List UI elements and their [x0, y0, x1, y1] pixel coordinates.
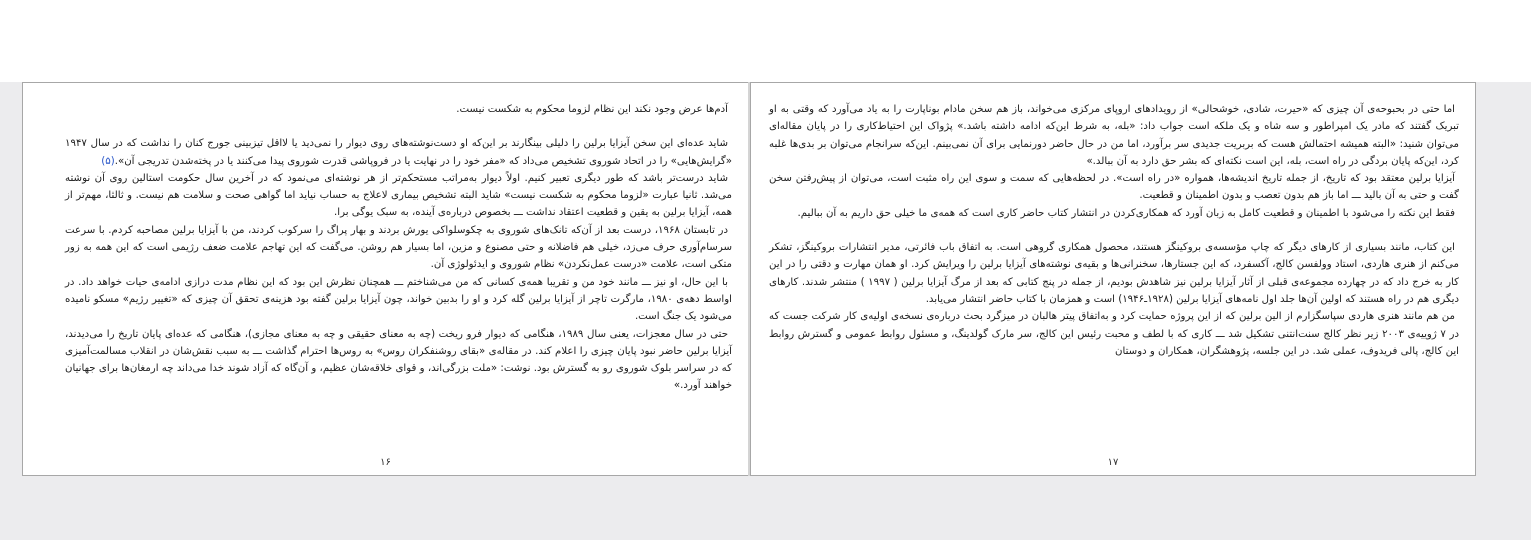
paragraph: این کتاب، مانند بسیاری از کارهای دیگر که چاپ مؤسسه‌ی بروکینگز هستند، محصول همکاری گروهی است. به اتفاق باب فائرتی، مدیر انتشارات بروکینگز، تشکر می‌کنم از هنری هاردی، استاد وولفسن کالج، آکسفرد، که این جستارها، سخنرانی‌ها و بقیه‌ی نوشته‌های آیزایا برلین را ویرایش کرد. او همان مهارت و دقتی را در این کار به خرج داد که در چهارده مجموعه‌ی قبلی از آثار آیزایا برلین نیز شاهدش بودیم، از جمله در پنج کتابی که بعد از مرگ آیزایا برلین ( ۱۹۹۷ ) منتشر شدند. کارهای دیگری هم در راه هستند که اولین آن‌ها جلد اول نامه‌های آیزایا برلین (۱۹۲۸ـ۱۹۴۶) است و همزمان با کتاب حاضر انتشار می‌یابد.	[769, 242, 1459, 305]
left-page-text	[65, 101, 732, 395]
right-page	[750, 82, 1476, 476]
paragraph: شاید عده‌ای این سخن آیزایا برلین را دلیلی بینگارند بر این‌که او دست‌نوشته‌های روی دیوار را نمی‌دید یا لااقل تیزبینی جورج کنان را نداشت که در سال ۱۹۴۷ «گرایش‌هایی» را در اتحاد شوروی تشخیص می‌داد که «مفر خود را در نهایت یا در فروپاشی قدرت شوروی پیدا می‌کنند یا در پخته‌شدن تدریجی آن».(۵)	[65, 138, 732, 167]
paragraph: آدم‌ها عرض وجود نکند این نظام لزوما محکوم به شکست نیست.	[456, 104, 728, 115]
paragraph: من هم مانند هنری هاردی سپاسگزارم از الین برلین که از این پروژه حمایت کرد و به‌اتفاق پیتر هالبان در میزگرد بحث درباره‌ی نسخه‌ی اولیه‌ی کار شرکت جست که در ۷ ژوییه‌ی ۲۰۰۳ زیر نظر کالج سنت‌انتنی تشکیل شد ـــ کاری که با لطف و محبت رئیس این کالج، سر مارک گولدینگ، و مسئول روابط عمومی و گسترش روابط این کالج، پالی فریدوف، عملی شد. در این جلسه، پژوهشگران، همکاران و دوستان	[769, 311, 1459, 357]
page-number: ۱۷	[1107, 457, 1119, 468]
paragraph: آیزایا برلین معتقد بود که تاریخ، از جمله تاریخ اندیشه‌ها، همواره «در راه است». در لحظه‌هایی که سمت و سوی این راه مثبت است، می‌توان از پیش‌رفتن سخن گفت و حتی به آن بالید ـــ اما باز هم بدون تعصب و بدون اطمینان و قطعیت.	[769, 173, 1459, 202]
paragraph: در تابستان ۱۹۶۸، درست بعد از آن‌که تانک‌های شوروی به چکوسلواکی یورش بردند و بهار پراگ را سرکوب کردند، من با آیزایا برلین مصاحبه کردم. با سرعت سرسام‌آوری حرف می‌زد، خیلی هم فاضلانه و حتی مصنوع و مزین، اما بسیار هم روشن. می‌گفت که این تهاجم علامت ضعف رژیمی است که این همه به زور متکی است، علامت «درست عمل‌نکردن» نظام شوروی و ایدئولوژی آن.	[65, 224, 732, 271]
paragraph: شاید درست‌تر باشد که طور دیگری تعبیر کنیم. اولاً دیوار به‌مراتب مستحکم‌تر از هر نوشته‌ای می‌نمود که در آخرین سال حکومت استالین روی آن نوشته می‌شد. ثانیا عبارت «لزوما محکوم به شکست نیست» شاید البته تشخیص بیماری لاعلاج به حساب نیاید اما گواهی صحت و سلامت هم نیست. و ثالثا، مهم‌تر از همه، آیزایا برلین به یقین و قطعیت اعتقاد نداشت ـــ بخصوص درباره‌ی آینده، به سبک یوگی برا.	[65, 172, 732, 219]
paragraph: حتی در سال معجزات، یعنی سال ۱۹۸۹، هنگامی که دیوار فرو ریخت (چه به معنای حقیقی و چه به معنای مجازی)، هنگامی که عده‌ای پایان تاریخ را می‌دیدند، آیزایا برلین حاضر نبود پایان چیزی را اعلام کند. در مقاله‌ی «بقای روشنفکران روس» به روس‌ها احترام گذاشت ـــ به سبب نقش‌شان در انقلاب مسالمت‌آمیزی که در سراسر بلوک شوروی رو به گسترش بود. نوشت: «ملت بزرگی‌اند، و قوای خلاقه‌شان عظیم، و آن‌گاه که آزاد شوند خدا می‌داند چه ارمغان‌ها برای جهانیان خواهند آورد.»	[65, 328, 732, 392]
book-spread	[22, 82, 1476, 478]
paragraph: اما حتی در بحبوحه‌ی آن چیزی که «حیرت، شادی، خوشحالی» از رویدادهای اروپای مرکزی می‌خواند، باز هم سخن مادام بوناپارت را به یاد می‌آورد که وقتی به او تبریک گفتند که مادر یک امپراطور و سه شاه و یک ملکه است جواب داد: «بله، به شرط این‌که ادامه داشته باشد.» پژواک این احتیاط‌کاری را در پایان مقاله‌ای می‌توان شنید: «البته همیشه احتمالش هست که بربریت جدیدی سر برآورد، اما من در حال حاضر دورنمایی برای آن نمی‌بینم. این‌که سرانجام می‌توان بر بدی‌ها غلبه کرد، این‌که پایان بردگی در راه است، بله، این است نکته‌ای که بشر حق دارد به آن ببالد.»	[769, 104, 1459, 167]
viewer-top-band	[0, 0, 1531, 82]
left-page	[22, 82, 749, 476]
right-page-text	[769, 101, 1459, 360]
footnote-link[interactable]: (۵)	[101, 155, 115, 167]
paragraph: فقط این نکته را می‌شود با اطمینان و قطعیت کامل به زبان آورد که همکاری‌کردن در انتشار کتاب حاضر کاری است که همه‌ی ما خیلی حق داریم به آن ببالیم.	[797, 207, 1455, 219]
paragraph: با این حال، او نیز ـــ مانند خود من و تقریبا همه‌ی کسانی که من می‌شناختم ـــ همچنان نظرش این بود که این نظام مدت درازی ادامه‌ی حیات خواهد داد. در اواسط دهه‌ی ۱۹۸۰، مارگرت تاچر از آیزایا برلین گله کرد و او را بدبین خواند، چون آیزایا برلین گفته بود هزینه‌ی تحقق آن چیزی که «تغییر رژیم» مسکو نامیده می‌شود یک جنگ است.	[65, 276, 732, 323]
page-number: ۱۶	[380, 457, 391, 468]
